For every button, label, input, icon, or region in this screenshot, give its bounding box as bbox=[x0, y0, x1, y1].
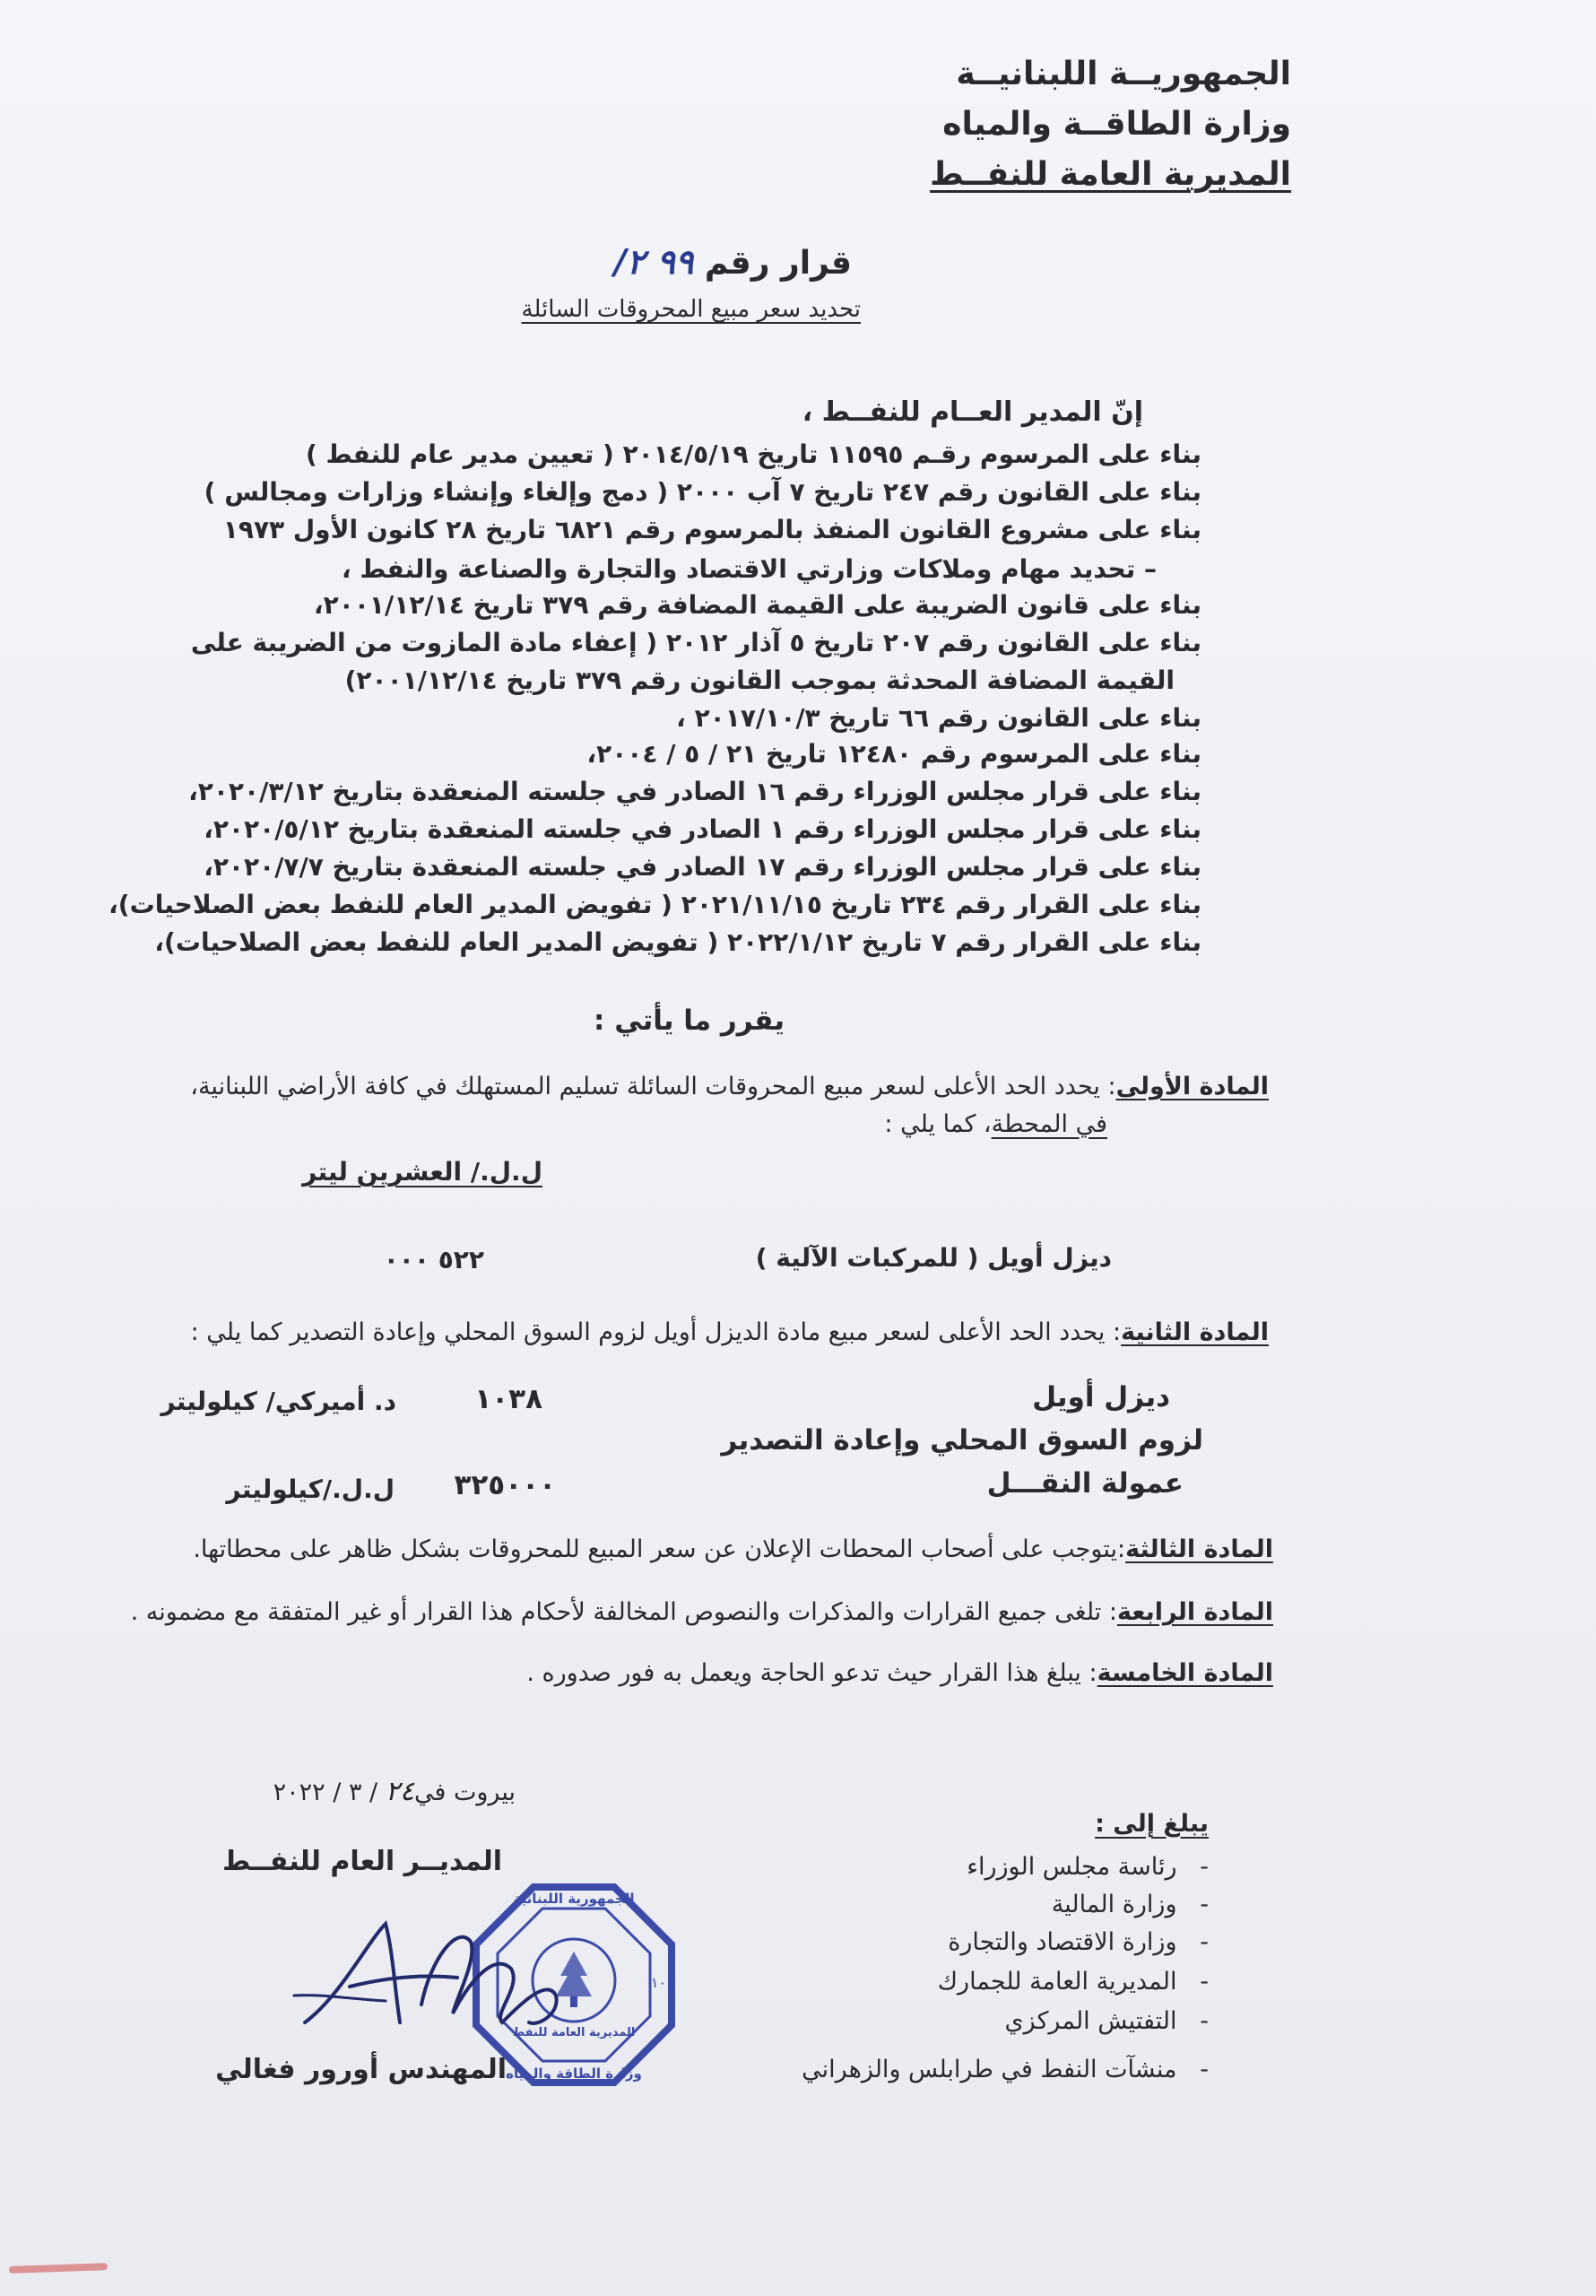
distribution-item-label: التفتيش المركزي bbox=[1004, 2007, 1177, 2035]
article-5 bbox=[526, 1659, 1273, 1687]
article-5-text: : يبلغ هذا القرار حيث تدعو الحاجة ويعمل به فور صدوره . bbox=[526, 1659, 1097, 1687]
preamble-line: بناء على مشروع القانون المنفذ بالمرسوم رقم ٦٨٢١ تاريخ ٢٨ كانون الأول ١٩٧٣ bbox=[222, 515, 1201, 544]
decision-title-prefix: قرار رقم bbox=[704, 245, 852, 282]
issue-date-day-handwritten: ٢٤ bbox=[385, 1776, 414, 1807]
issue-date-prefix: بيروت في bbox=[413, 1779, 516, 1806]
distribution-item-label: منشآت النفط في طرابلس والزهراني bbox=[802, 2056, 1177, 2083]
decides-heading: يقرر ما يأتي : bbox=[594, 1004, 785, 1037]
article-2-item-market: لزوم السوق المحلي وإعادة التصدير bbox=[721, 1424, 1203, 1457]
article-2-text: : يحدد الحد الأعلى لسعر مبيع مادة الديزل أويل لزوم السوق المحلي وإعادة التصدير كما يلي : bbox=[190, 1318, 1122, 1346]
preamble-line: بناء على المرسوم رقم ١٢٤٨٠ تاريخ ٢١ / ٥ / ٢٠٠٤، bbox=[586, 739, 1201, 769]
distribution-item-label: رئاسة مجلس الوزراء bbox=[967, 1853, 1177, 1881]
distribution-bullet: - bbox=[1176, 2056, 1209, 2083]
preamble-line: القيمة المضافة المحدثة بموجب القانون رقم ٣٧٩ تاريخ ٢٠٠١/١٢/١٤) bbox=[344, 665, 1175, 695]
article-2-item-transport-value: ٣٢٥٠٠٠ bbox=[454, 1469, 556, 1501]
distribution-bullet: - bbox=[1176, 2007, 1209, 2035]
distribution-item-label: وزارة المالية bbox=[1051, 1891, 1177, 1918]
stamp-text-middle: المديرية العامة للنفط bbox=[512, 2026, 636, 2039]
handwritten-signature bbox=[287, 1888, 592, 2058]
article-1-continued bbox=[884, 1110, 1107, 1138]
article-1-price: ٥٢٢ ٠٠٠ bbox=[383, 1245, 484, 1274]
distribution-item bbox=[948, 1928, 1209, 1956]
distribution-item bbox=[938, 1968, 1209, 1996]
article-3-text: :يتوجب على أصحاب المحطات الإعلان عن سعر المبيع للمحروقات بشكل ظاهر على محطاتها. bbox=[193, 1535, 1126, 1563]
article-2-item-transport: عمولة النقـــل bbox=[986, 1467, 1184, 1500]
article-2-label: المادة الثانية bbox=[1121, 1318, 1269, 1346]
distribution-item bbox=[1052, 1891, 1209, 1918]
preamble-line: بناء على قرار مجلس الوزراء رقم ١٦ الصادر في جلسته المنعقدة بتاريخ ٢٠٢٠/٣/١٢، bbox=[188, 777, 1201, 806]
distribution-bullet: - bbox=[1176, 1891, 1209, 1918]
preamble-line: – تحديد مهام وملاكات وزارتي الاقتصاد والتجارة والصناعة والنفط ، bbox=[341, 554, 1157, 584]
preamble-line: بناء على القرار رقم ٧ تاريخ ٢٠٢٢/١/١٢ ( تفويض المدير العام للنفط بعض الصلاحيات)، bbox=[154, 927, 1201, 957]
distribution-item bbox=[967, 1853, 1209, 1881]
article-1-text-2: ، كما يلي : bbox=[884, 1110, 992, 1138]
distribution-item bbox=[802, 2056, 1209, 2083]
preamble-line: بناء على القرار رقم ٢٣٤ تاريخ ٢٠٢١/١١/١٥ ( تفويض المدير العام للنفط بعض الصلاحيات)، bbox=[108, 890, 1201, 919]
stamp-text-bottom: وزارة الطاقة والمياه bbox=[506, 2066, 642, 2082]
article-4 bbox=[131, 1598, 1273, 1626]
article-1-label: المادة الأولى bbox=[1115, 1073, 1269, 1100]
header-ministry: وزارة الطاقــة والمياه bbox=[942, 106, 1291, 143]
preamble-intro: إنّ المدير العــام للنفــط ، bbox=[802, 396, 1143, 428]
article-3 bbox=[193, 1535, 1273, 1563]
distribution-item-label: المديرية العامة للجمارك bbox=[937, 1968, 1177, 1996]
stamp-text-top: الجمهورية اللبنانية bbox=[513, 1891, 635, 1907]
stamp-number: ١٠ bbox=[650, 1974, 666, 1991]
decision-number-handwritten: ٩٩ ٢/ bbox=[613, 242, 694, 282]
red-edge-mark bbox=[9, 2263, 108, 2274]
decision-subtitle: تحديد سعر مبيع المحروقات السائلة bbox=[521, 296, 861, 323]
preamble-line: بناء على القانون رقم ٢٤٧ تاريخ ٧ آب ٢٠٠٠ ( دمج وإلغاء وإنشاء وزارات ومجالس ) bbox=[204, 477, 1201, 507]
preamble-line: بناء على قرار مجلس الوزراء رقم ١٧ الصادر في جلسته المنعقدة بتاريخ ٢٠٢٠/٧/٧، bbox=[204, 852, 1201, 882]
article-2-item-transport-unit: ل.ل./كيلوليتر bbox=[226, 1474, 395, 1504]
distribution-title: يبلغ إلى : bbox=[1095, 1810, 1209, 1838]
issue-date bbox=[273, 1776, 516, 1807]
distribution-item-label: وزارة الاقتصاد والتجارة bbox=[948, 1928, 1177, 1956]
preamble-line: بناء على القانون رقم ٢٠٧ تاريخ ٥ آذار ٢٠١٢ ( إعفاء مادة المازوت من الضريبة على bbox=[190, 628, 1201, 657]
distribution-bullet: - bbox=[1176, 1853, 1209, 1881]
article-1 bbox=[190, 1073, 1269, 1100]
article-4-text: : تلغى جميع القرارات والمذكرات والنصوص المخالفة لأحكام هذا القرار أو غير المتفقة مع مضمونه . bbox=[130, 1598, 1117, 1626]
article-1-unit-header: ل.ل./ العشرين ليتر bbox=[302, 1157, 542, 1187]
article-4-label: المادة الرابعة bbox=[1116, 1598, 1273, 1626]
article-1-text: : يحدد الحد الأعلى لسعر مبيع المحروقات السائلة تسليم المستهلك في كافة الأراضي اللبنانية، bbox=[190, 1073, 1116, 1100]
signer-name: المهندس أورور فغالي bbox=[215, 2054, 507, 2085]
preamble-line: بناء على قانون الضريبة على القيمة المضافة رقم ٣٧٩ تاريخ ٢٠٠١/١٢/١٤، bbox=[314, 590, 1201, 620]
article-5-label: المادة الخامسة bbox=[1097, 1659, 1273, 1687]
article-1-station: في المحطة bbox=[991, 1110, 1107, 1138]
distribution-item bbox=[1005, 2007, 1209, 2035]
preamble-line: بناء على القانون رقم ٦٦ تاريخ ٢٠١٧/١٠/٣ ، bbox=[676, 703, 1201, 733]
article-2-item-diesel-value: ١٠٣٨ bbox=[474, 1383, 542, 1415]
article-2-item-diesel: ديزل أويل bbox=[1032, 1381, 1170, 1413]
article-2 bbox=[191, 1318, 1269, 1346]
distribution-bullet: - bbox=[1176, 1928, 1209, 1956]
article-3-label: المادة الثالثة bbox=[1125, 1535, 1273, 1563]
distribution-bullet: - bbox=[1176, 1968, 1209, 1996]
issue-date-rest: / ٣ / ٢٠٢٢ bbox=[273, 1779, 378, 1806]
header-directorate: المديرية العامة للنفــط bbox=[930, 156, 1291, 193]
preamble-line: بناء على المرسوم رقـم ١١٥٩٥ تاريخ ٢٠١٤/٥/١٩ ( تعيين مدير عام للنفط ) bbox=[305, 439, 1201, 469]
article-1-item-diesel: ديزل أويل ( للمركبات الآلية ) bbox=[755, 1243, 1112, 1273]
preamble-line: بناء على قرار مجلس الوزراء رقم ١ الصادر في جلسته المنعقدة بتاريخ ٢٠٢٠/٥/١٢، bbox=[204, 814, 1201, 844]
decision-title bbox=[614, 242, 852, 282]
signer-title: المديــر العام للنفــط bbox=[221, 1846, 502, 1877]
header-republic: الجمهوريــة اللبنانيــة bbox=[956, 56, 1291, 92]
article-2-item-diesel-unit: د. أميركي/ كيلوليتر bbox=[160, 1387, 396, 1416]
